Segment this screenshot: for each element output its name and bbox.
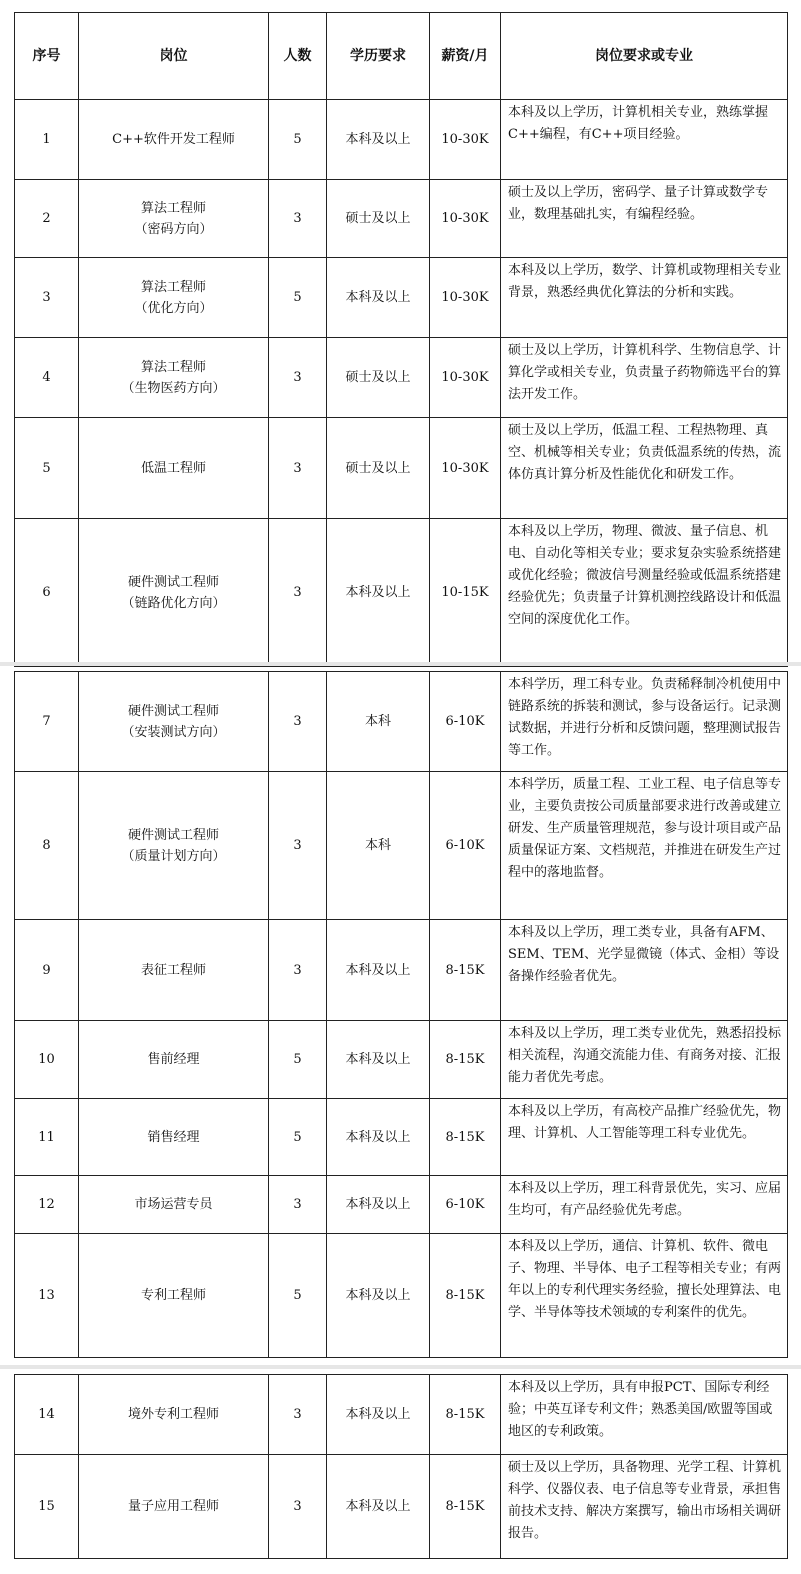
- cell-education: 本科及以上: [327, 1021, 430, 1099]
- cell-count: 3: [269, 772, 327, 920]
- position-title: 硬件测试工程师: [127, 703, 219, 719]
- cell-salary: 10-30K: [430, 338, 501, 418]
- table-row: [15, 672, 788, 772]
- header-salary: 薪资/月: [430, 13, 501, 100]
- cell-count: 5: [269, 100, 327, 180]
- position-title: 专利工程师: [140, 1288, 206, 1303]
- table-row: [15, 1021, 788, 1099]
- position-title: 销售经理: [147, 1129, 200, 1145]
- cell-count: 5: [269, 1099, 327, 1176]
- cell-no: 8: [15, 772, 79, 920]
- cell-requirements: 本科学历，质量工程、工业工程、电子信息等专业，主要负责按公司质量部要求进行改善或建立研发、生产质量管理规范，参与设计项目或产品质量保证方案、文档规范，并推进在研发生产过程中的落地监督。: [501, 772, 788, 920]
- cell-salary: 6-10K: [430, 1176, 501, 1234]
- header-count: 人数: [269, 13, 327, 100]
- table-row: [15, 338, 788, 418]
- cell-education: 本科及以上: [327, 100, 430, 180]
- cell-position: [79, 258, 269, 338]
- table-row: [15, 920, 788, 1021]
- header-row: [15, 13, 788, 100]
- cell-count: 3: [269, 338, 327, 418]
- cell-education: 本科: [327, 772, 430, 920]
- cell-position: [79, 1099, 269, 1176]
- table-row: [15, 1234, 788, 1358]
- cell-requirements: 硕士及以上学历，密码学、量子计算或数学专业，数理基础扎实，有编程经验。: [501, 180, 788, 258]
- header-position: 岗位: [79, 13, 269, 100]
- cell-education: 本科及以上: [327, 1234, 430, 1358]
- cell-position: [79, 1375, 269, 1455]
- cell-requirements: 本科及以上学历，理工类专业优先，熟悉招投标相关流程，沟通交流能力佳、有商务对接、汇报能力者优先考虑。: [501, 1021, 788, 1099]
- table-row: [15, 258, 788, 338]
- cell-no: 14: [15, 1375, 79, 1455]
- cell-no: 4: [15, 338, 79, 418]
- cell-count: 3: [269, 418, 327, 519]
- cell-requirements: 硕士及以上学历，计算机科学、生物信息学、计算化学或相关专业，负责量子药物筛选平台的算法开发工作。: [501, 338, 788, 418]
- cell-salary: 8-15K: [430, 1234, 501, 1358]
- table-row: [15, 1455, 788, 1559]
- table-row: [15, 100, 788, 180]
- page-separator: [0, 662, 801, 666]
- cell-no: 3: [15, 258, 79, 338]
- position-title: 低温工程师: [140, 460, 206, 476]
- job-table-part-1: [14, 12, 788, 667]
- cell-requirements: 本科及以上学历，计算机相关专业，熟练掌握C++编程，有C++项目经验。: [501, 100, 788, 180]
- cell-count: 5: [269, 1021, 327, 1099]
- cell-count: 3: [269, 1176, 327, 1234]
- cell-count: 3: [269, 1375, 327, 1455]
- cell-education: 本科及以上: [327, 519, 430, 667]
- header-requirements: 岗位要求或专业: [501, 13, 788, 100]
- cell-position: [79, 100, 269, 180]
- cell-requirements: 本科及以上学历，有高校产品推广经验优先，物理、计算机、人工智能等理工科专业优先。: [501, 1099, 788, 1176]
- cell-no: 11: [15, 1099, 79, 1176]
- cell-salary: 10-15K: [430, 519, 501, 667]
- cell-position: [79, 772, 269, 920]
- cell-no: 12: [15, 1176, 79, 1234]
- cell-education: 本科: [327, 672, 430, 772]
- table-row: [15, 519, 788, 667]
- cell-count: 3: [269, 519, 327, 667]
- cell-requirements: 本科及以上学历，理工科背景优先，实习、应届生均可，有产品经验优先考虑。: [501, 1176, 788, 1234]
- cell-no: 5: [15, 418, 79, 519]
- position-title: 算法工程师: [140, 279, 206, 295]
- cell-position: [79, 1234, 269, 1358]
- table-row: [15, 180, 788, 258]
- cell-count: 5: [269, 1234, 327, 1358]
- cell-requirements: 本科及以上学历，物理、微波、量子信息、机电、自动化等相关专业；要求复杂实验系统搭建或优化经验；微波信号测量经验或低温系统搭建经验优先；负责量子计算机测控线路设计和低温空间的深度优化工作。: [501, 519, 788, 667]
- cell-salary: 8-15K: [430, 1375, 501, 1455]
- position-title: 硬件测试工程师: [127, 574, 219, 590]
- cell-education: 本科及以上: [327, 1176, 430, 1234]
- cell-education: 本科及以上: [327, 1455, 430, 1559]
- cell-education: 硕士及以上: [327, 338, 430, 418]
- cell-salary: 10-30K: [430, 180, 501, 258]
- cell-position: [79, 338, 269, 418]
- position-title: 算法工程师: [140, 200, 206, 216]
- cell-salary: 10-30K: [430, 418, 501, 519]
- position-title: 表征工程师: [140, 962, 206, 978]
- position-title: 境外专利工程师: [127, 1407, 219, 1422]
- cell-salary: 6-10K: [430, 772, 501, 920]
- position-subtitle: （链路优化方向）: [121, 595, 226, 611]
- cell-no: 1: [15, 100, 79, 180]
- cell-salary: 8-15K: [430, 1021, 501, 1099]
- cell-count: 3: [269, 920, 327, 1021]
- cell-position: [79, 418, 269, 519]
- position-title: 量子应用工程师: [127, 1499, 219, 1514]
- cell-requirements: 本科及以上学历，理工类专业，具备有AFM、SEM、TEM、光学显微镜（体式、金相）等设备操作经验者优先。: [501, 920, 788, 1021]
- cell-education: 本科及以上: [327, 920, 430, 1021]
- cell-position: [79, 1021, 269, 1099]
- cell-requirements: 硕士及以上学历，具备物理、光学工程、计算机科学、仪器仪表、电子信息等专业背景，承担售前技术支持、解决方案撰写，输出市场相关调研报告。: [501, 1455, 788, 1559]
- job-table-part-2: [14, 671, 788, 1358]
- position-title: 算法工程师: [140, 359, 206, 375]
- table-row: [15, 1375, 788, 1455]
- cell-no: 13: [15, 1234, 79, 1358]
- cell-education: 本科及以上: [327, 258, 430, 338]
- cell-no: 9: [15, 920, 79, 1021]
- cell-position: [79, 519, 269, 667]
- cell-requirements: 本科及以上学历，数学、计算机或物理相关专业背景，熟悉经典优化算法的分析和实践。: [501, 258, 788, 338]
- position-subtitle: （安装测试方向）: [121, 724, 226, 740]
- cell-no: 2: [15, 180, 79, 258]
- cell-education: 硕士及以上: [327, 418, 430, 519]
- cell-count: 3: [269, 1455, 327, 1559]
- page-separator: [0, 1365, 801, 1369]
- position-title: 售前经理: [147, 1052, 200, 1067]
- cell-requirements: 本科及以上学历，具有申报PCT、国际专利经验；中英互译专利文件；熟悉美国/欧盟等国或地区的专利政策。: [501, 1375, 788, 1455]
- cell-position: [79, 180, 269, 258]
- cell-requirements: 本科及以上学历，通信、计算机、软件、微电子、物理、半导体、电子工程等相关专业；有两年以上的专利代理实务经验，擅长处理算法、电学、半导体等技术领域的专利案件的优先。: [501, 1234, 788, 1358]
- cell-requirements: 本科学历，理工科专业。负责稀释制冷机使用中链路系统的拆装和测试，参与设备运行。记录测试数据，并进行分析和反馈问题，整理测试报告等工作。: [501, 672, 788, 772]
- header-no: 序号: [15, 13, 79, 100]
- table-row: [15, 1176, 788, 1234]
- cell-salary: 10-30K: [430, 258, 501, 338]
- cell-salary: 8-15K: [430, 1099, 501, 1176]
- cell-salary: 6-10K: [430, 672, 501, 772]
- position-subtitle: （生物医药方向）: [121, 380, 226, 396]
- table-row: [15, 772, 788, 920]
- cell-no: 6: [15, 519, 79, 667]
- cell-education: 本科及以上: [327, 1099, 430, 1176]
- cell-education: 硕士及以上: [327, 180, 430, 258]
- position-subtitle: （密码方向）: [134, 221, 213, 237]
- cell-position: [79, 1176, 269, 1234]
- cell-salary: 8-15K: [430, 920, 501, 1021]
- table-row: [15, 1099, 788, 1176]
- position-subtitle: （质量计划方向）: [121, 848, 226, 864]
- table-row: [15, 418, 788, 519]
- position-title: 硬件测试工程师: [127, 827, 219, 843]
- cell-count: 5: [269, 258, 327, 338]
- cell-requirements: 硕士及以上学历，低温工程、工程热物理、真空、机械等相关专业；负责低温系统的传热，流体仿真计算分析及性能优化和研发工作。: [501, 418, 788, 519]
- position-subtitle: （优化方向）: [134, 300, 213, 316]
- cell-position: [79, 672, 269, 772]
- cell-position: [79, 1455, 269, 1559]
- cell-count: 3: [269, 180, 327, 258]
- cell-education: 本科及以上: [327, 1375, 430, 1455]
- position-title: 市场运营专员: [134, 1197, 213, 1212]
- cell-count: 3: [269, 672, 327, 772]
- job-table-part-3: [14, 1374, 788, 1559]
- cell-salary: 10-30K: [430, 100, 501, 180]
- position-title: C++软件开发工程师: [112, 132, 235, 147]
- cell-no: 7: [15, 672, 79, 772]
- cell-no: 10: [15, 1021, 79, 1099]
- header-education: 学历要求: [327, 13, 430, 100]
- cell-salary: 8-15K: [430, 1455, 501, 1559]
- cell-no: 15: [15, 1455, 79, 1559]
- cell-position: [79, 920, 269, 1021]
